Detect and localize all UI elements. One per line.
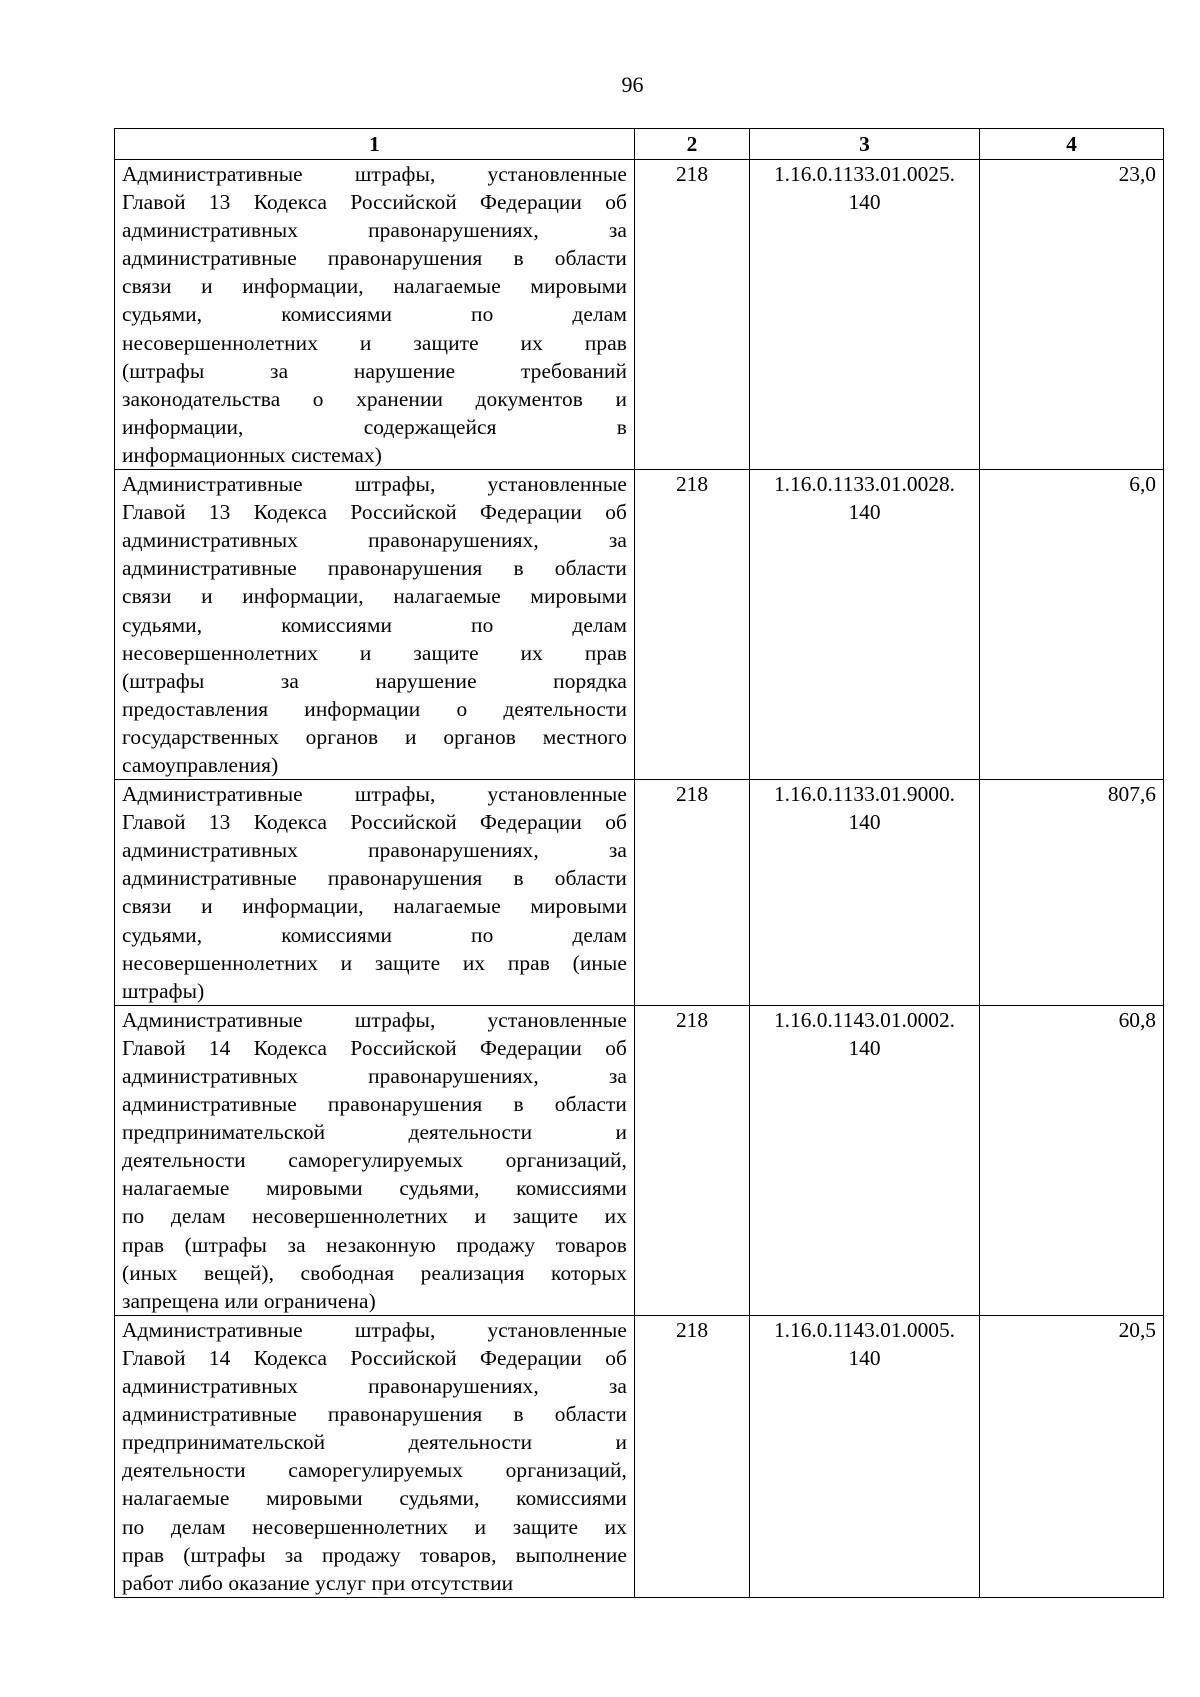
description-line: предпринимательской деятельности и xyxy=(122,1120,627,1145)
description-line: Административные штрафы, установленные xyxy=(122,1317,627,1342)
description-line: административные правонарушения в области xyxy=(122,556,627,581)
description-line: работ либо оказание услуг при отсутствии xyxy=(122,1570,514,1595)
classification-code-part1: 1.16.0.1143.01.0005. xyxy=(773,1317,956,1342)
description-line: административные правонарушения в области xyxy=(122,866,627,891)
column-header-3: 3 xyxy=(750,129,980,160)
table-row xyxy=(115,470,1164,780)
table-header-row xyxy=(115,129,1164,160)
classification-code-part2: 140 xyxy=(848,1345,881,1370)
classification-code-part1: 1.16.0.1133.01.0028. xyxy=(773,472,956,497)
description-line: административных правонарушениях, за xyxy=(122,218,627,243)
description-line: (штрафы за нарушение требований xyxy=(122,358,627,383)
description-line: налагаемые мировыми судьями, комиссиями xyxy=(122,1176,627,1201)
description-line: административные правонарушения в области xyxy=(122,246,627,271)
revenue-table xyxy=(114,128,1164,1598)
description-line: самоуправления) xyxy=(122,752,279,777)
classification-code xyxy=(750,1315,980,1597)
description-line: по делам несовершеннолетних и защите их xyxy=(122,1204,627,1229)
description-line: связи и информации, налагаемые мировыми xyxy=(122,274,627,299)
description-line: Главой 13 Кодекса Российской Федерации об xyxy=(122,500,627,525)
description-line: несовершеннолетних и защите их прав (иные xyxy=(122,950,627,975)
classification-code xyxy=(750,1005,980,1315)
description-line: запрещена или ограничена) xyxy=(122,1288,376,1313)
amount-value: 23,0 xyxy=(980,160,1164,470)
classification-code-part2: 140 xyxy=(848,1035,881,1060)
description-line: по делам несовершеннолетних и защите их xyxy=(122,1514,627,1539)
description-line: предпринимательской деятельности и xyxy=(122,1430,627,1455)
classification-code-part2: 140 xyxy=(848,810,881,835)
table-row xyxy=(115,160,1164,470)
description-line: деятельности саморегулируемых организаций, xyxy=(122,1458,627,1483)
description-line: административные правонарушения в области xyxy=(122,1092,627,1117)
table-row xyxy=(115,1005,1164,1315)
description-line: (штрафы за нарушение порядка xyxy=(122,668,627,693)
description-line: информационных системах) xyxy=(122,442,382,467)
revenue-description xyxy=(115,160,635,470)
revenue-description xyxy=(115,780,635,1006)
column-header-2: 2 xyxy=(635,129,750,160)
revenue-description xyxy=(115,470,635,780)
classification-code-part2: 140 xyxy=(848,500,881,525)
page-number: 96 xyxy=(621,72,644,97)
administrator-code: 218 xyxy=(635,780,750,1006)
administrator-code: 218 xyxy=(635,1315,750,1597)
revenue-description xyxy=(115,1005,635,1315)
classification-code-part1: 1.16.0.1133.01.0025. xyxy=(773,162,956,186)
description-line: связи и информации, налагаемые мировыми xyxy=(122,584,627,609)
description-line: судьями, комиссиями по делам xyxy=(122,922,627,947)
description-line: административных правонарушениях, за xyxy=(122,1374,627,1399)
classification-code xyxy=(750,780,980,1006)
description-line: Административные штрафы, установленные xyxy=(122,1007,627,1032)
administrator-code: 218 xyxy=(635,470,750,780)
description-line: судьями, комиссиями по делам xyxy=(122,612,627,637)
classification-code-part1: 1.16.0.1133.01.9000. xyxy=(773,782,956,807)
description-line: государственных органов и органов местного xyxy=(122,724,627,749)
classification-code xyxy=(750,160,980,470)
description-line: административных правонарушениях, за xyxy=(122,838,627,863)
table-row xyxy=(115,1315,1164,1597)
description-line: Главой 13 Кодекса Российской Федерации об xyxy=(122,810,627,835)
description-line: Главой 14 Кодекса Российской Федерации об xyxy=(122,1035,627,1060)
description-line: Главой 14 Кодекса Российской Федерации об xyxy=(122,1345,627,1370)
revenue-description xyxy=(115,1315,635,1597)
description-line: Административные штрафы, установленные xyxy=(122,472,627,497)
column-header-1: 1 xyxy=(115,129,635,160)
description-line: административных правонарушениях, за xyxy=(122,1064,627,1088)
description-line: штрафы) xyxy=(122,978,205,1003)
description-line: прав (штрафы за незаконную продажу товаров xyxy=(122,1232,627,1257)
description-line: административных правонарушениях, за xyxy=(122,528,627,553)
description-line: административные правонарушения в области xyxy=(122,1402,627,1427)
column-header-4: 4 xyxy=(980,129,1164,160)
description-line: несовершеннолетних и защите их прав xyxy=(122,330,627,355)
description-line: деятельности саморегулируемых организаций, xyxy=(122,1148,627,1173)
description-line: Административные штрафы, установленные xyxy=(122,782,627,807)
classification-code-part1: 1.16.0.1143.01.0002. xyxy=(773,1007,956,1032)
description-line: информации, содержащейся в xyxy=(122,414,627,439)
amount-value: 807,6 xyxy=(980,780,1164,1006)
description-line: судьями, комиссиями по делам xyxy=(122,302,627,327)
description-line: (иных вещей), свободная реализация которых xyxy=(122,1260,627,1285)
table-row xyxy=(115,780,1164,1006)
description-line: прав (штрафы за продажу товаров, выполнение xyxy=(122,1542,627,1567)
amount-value: 6,0 xyxy=(980,470,1164,780)
description-line: несовершеннолетних и защите их прав xyxy=(122,640,627,665)
administrator-code: 218 xyxy=(635,1005,750,1315)
table-body xyxy=(115,160,1164,1598)
administrator-code: 218 xyxy=(635,160,750,470)
amount-value: 60,8 xyxy=(980,1005,1164,1315)
classification-code-part2: 140 xyxy=(848,190,881,215)
description-line: налагаемые мировыми судьями, комиссиями xyxy=(122,1486,627,1511)
classification-code xyxy=(750,470,980,780)
amount-value: 20,5 xyxy=(980,1315,1164,1597)
description-line: связи и информации, налагаемые мировыми xyxy=(122,894,627,919)
description-line: законодательства о хранении документов и xyxy=(122,386,627,411)
description-line: предоставления информации о деятельности xyxy=(122,696,627,721)
description-line: Главой 13 Кодекса Российской Федерации об xyxy=(122,190,627,215)
description-line: Административные штрафы, установленные xyxy=(122,162,627,186)
